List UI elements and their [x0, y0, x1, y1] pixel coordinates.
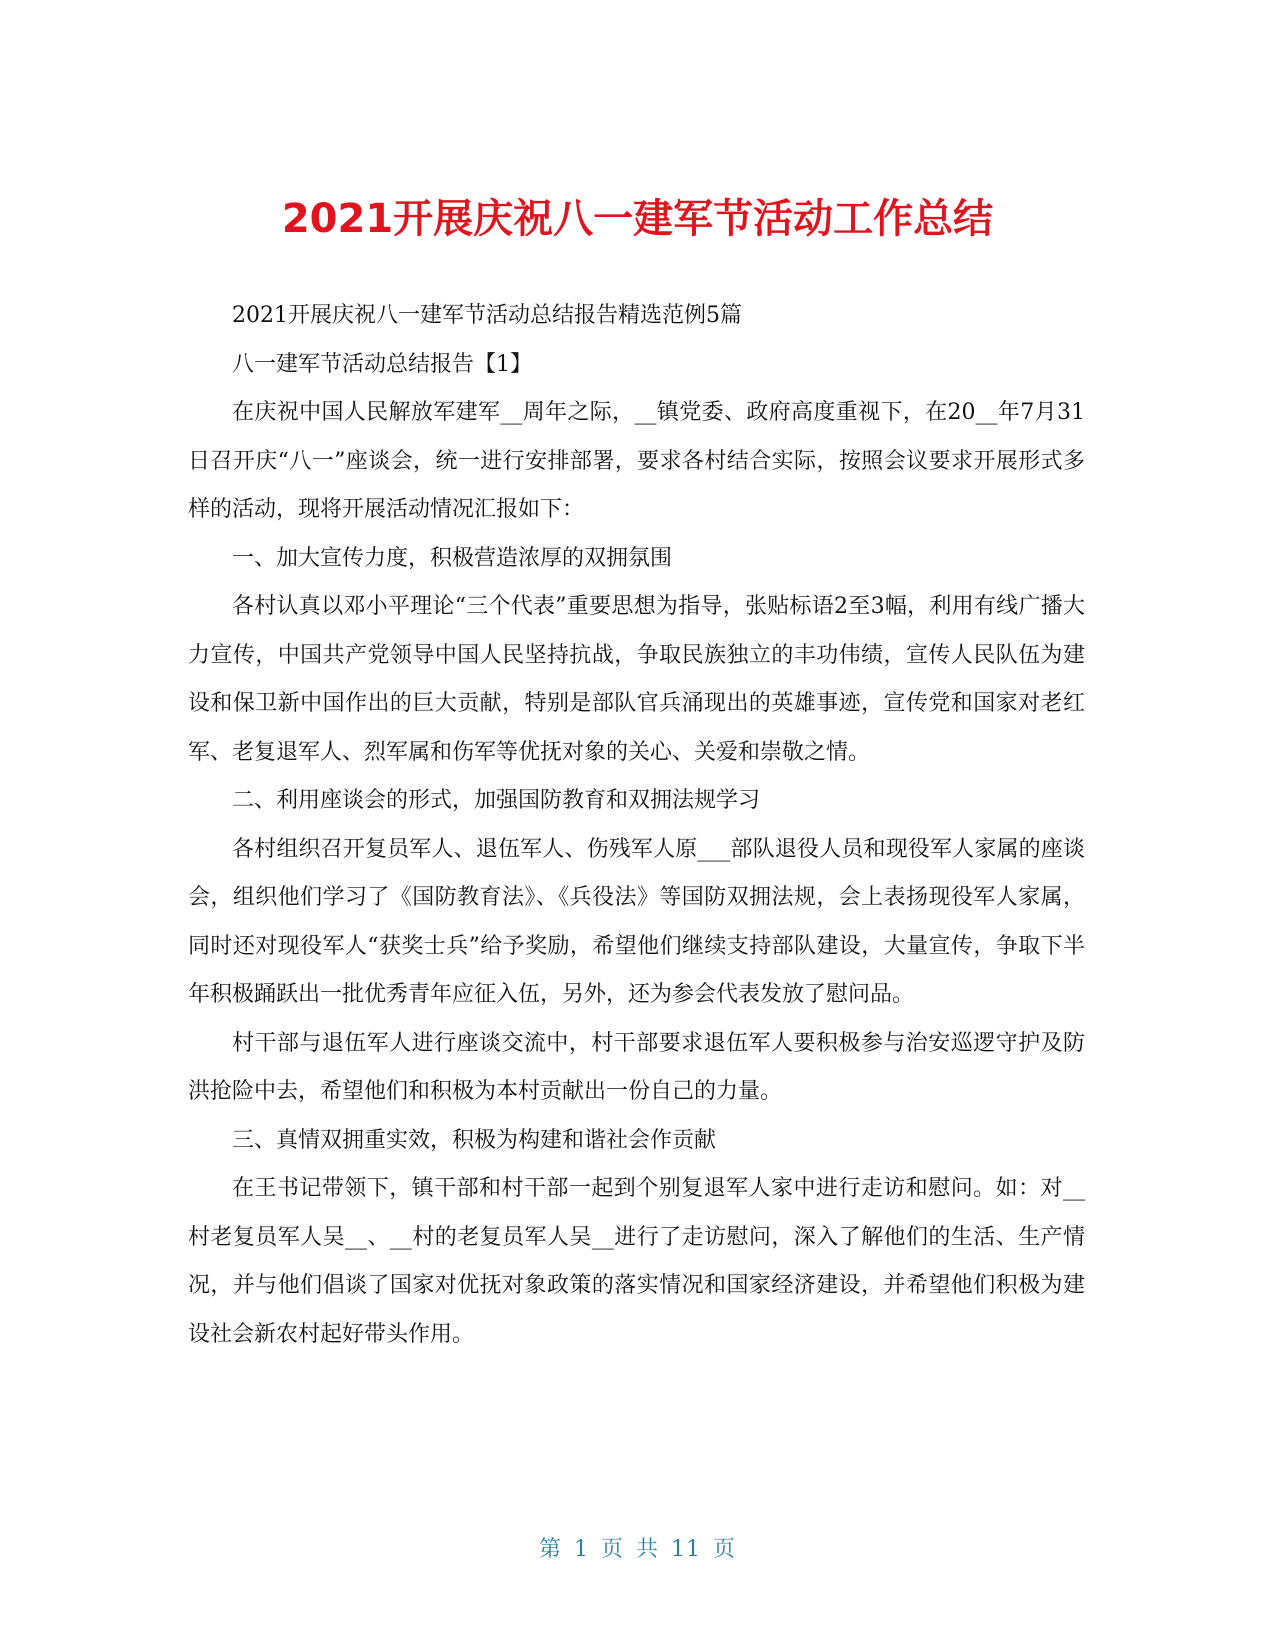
- paragraph-heading-3: 三、真情双拥重实效，积极为构建和谐社会作贡献: [232, 1127, 717, 1153]
- footer-prefix: 第: [538, 1537, 562, 1562]
- paragraph-heading-2: 二、利用座谈会的形式，加强国防教育和双拥法规学习: [232, 788, 761, 813]
- paragraph-intro: 在庆祝中国人民解放军建军__周年之际，__镇党委、政府高度重视下，在20__年7月31日召开庆“八一”座谈会，统一进行安排部署，要求各村结合实际，按照会议要求开展形式多样的活动，现将开展活动情况汇报如下：: [188, 400, 1085, 522]
- paragraph-section-heading: 八一建军节活动总结报告【1】: [232, 351, 532, 377]
- footer-page-number: 1: [573, 1537, 589, 1562]
- paragraph-heading-1: 一、加大宣传力度，积极营造浓厚的双拥氛围: [232, 545, 673, 571]
- paragraph-body-4: 在王书记带领下，镇干部和村干部一起到个别复退军人家中进行走访和慰问。如：对__村老复员军人吴__、__村的老复员军人吴__进行了走访慰问，深入了解他们的生活、生产情况，并与他们倡谈了国家对优抚对象政策的落实情况和国家经济建设，并希望他们积极为建设社会新农村起好带头作用。: [188, 1176, 1085, 1347]
- paragraph-body-1: 各村认真以邓小平理论“三个代表”重要思想为指导，张贴标语2至3幅，利用有线广播大力宣传，中国共产党领导中国人民坚持抗战，争取民族独立的丰功伟绩，宣传人民队伍为建设和保卫新中国作出的巨大贡献，特别是部队官兵涌现出的英雄事迹，宣传党和国家对老红军、老复退军人、烈军属和伤军等优抚对象的关心、关爱和崇敬之情。: [188, 594, 1085, 765]
- footer-total-pages: 11: [671, 1537, 702, 1562]
- paragraph-subtitle: 2021开展庆祝八一建军节活动总结报告精选范例5篇: [232, 303, 742, 328]
- paragraph-body-2: 各村组织召开复员军人、退伍军人、伤残军人原___部队退役人员和现役军人家属的座谈会，组织他们学习了《国防教育法》、《兵役法》等国防双拥法规，会上表扬现役军人家属，同时还对现役军人“获奖士兵”给予奖励，希望他们继续支持部队建设，大量宣传，争取下半年积极踊跃出一批优秀青年应征入伍，另外，还为参会代表发放了慰问品。: [188, 836, 1085, 1007]
- footer-total-prefix: 共: [636, 1537, 660, 1562]
- footer-mid: 页: [600, 1537, 624, 1562]
- document-body: [188, 292, 1085, 1359]
- footer-suffix: 页: [713, 1537, 737, 1562]
- paragraph-body-3: 村干部与退伍军人进行座谈交流中，村干部要求退伍军人要积极参与治安巡逻守护及防洪抢险中去，希望他们和积极为本村贡献出一份自己的力量。: [188, 1030, 1085, 1104]
- page-footer: [0, 1532, 1275, 1563]
- document-title: 2021开展庆祝八一建军节活动工作总结: [281, 195, 994, 242]
